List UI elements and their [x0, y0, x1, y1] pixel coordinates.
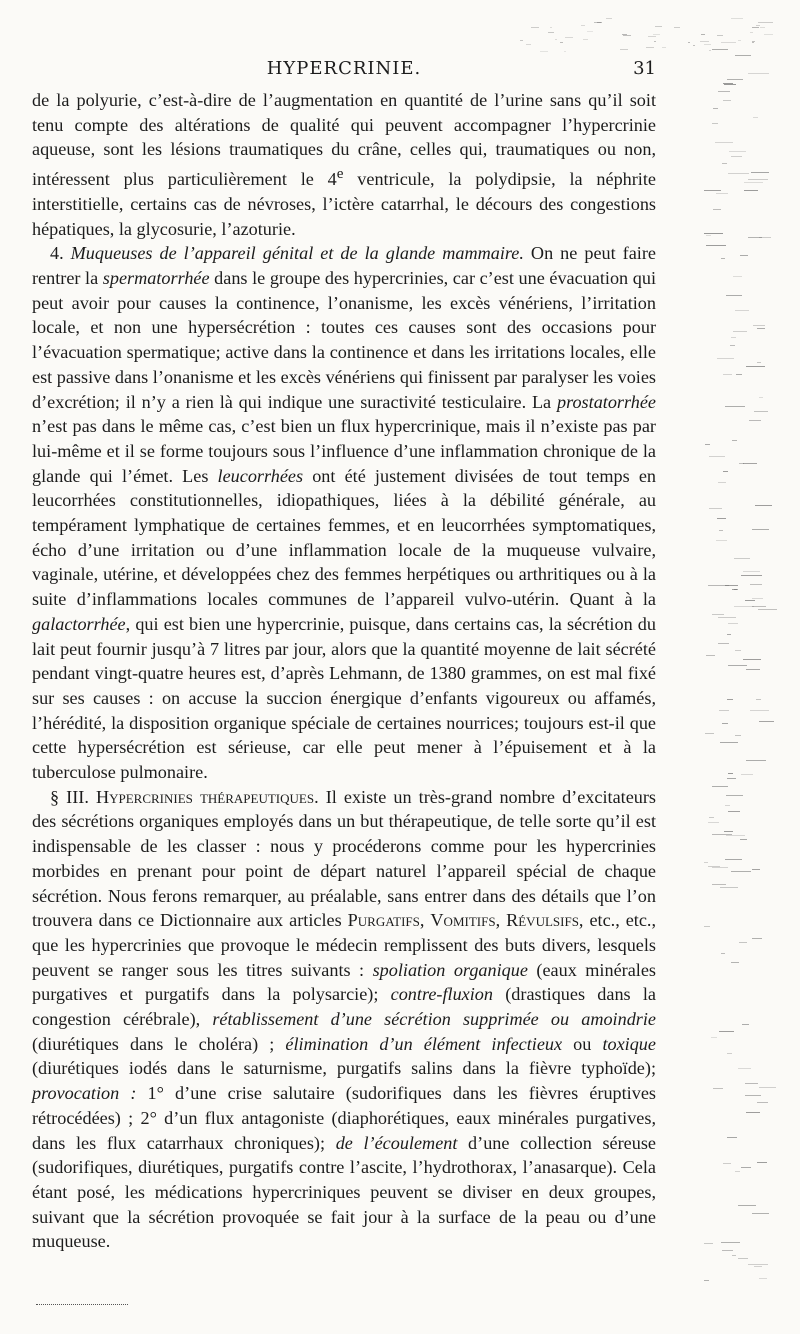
bleed-through-mark: [526, 44, 531, 45]
bleed-through-mark: [759, 1087, 776, 1088]
article-reference: Vomitifs: [430, 910, 496, 931]
bleed-through-mark: [735, 55, 751, 56]
bleed-through-mark: [725, 859, 742, 860]
text-run: ont été justement divisées de tout temps en leucorrhées constitutionnelles, idiopathiques, liées à la débilité générale, au tempérament lymphatique de certaines femmes, et en leucorrhées symptomatiques, écho d’une irritation ou d’une inflammation locale de la muqueuse vulvaire, vaginale, utérine, et développées chez des femmes herpétiques ou arthritiques ou à la suite d’inflammations locales communes de l’appareil vulvo-utérin. Quant à la: [32, 465, 657, 610]
bleed-through-mark: [712, 884, 726, 885]
bleed-through-mark: [728, 773, 733, 774]
bleed-through-mark: [717, 518, 726, 519]
bleed-through-mark: [742, 1024, 749, 1025]
bleed-through-mark: [654, 41, 656, 42]
section-title: Hypercrinies thérapeutiques.: [95, 786, 319, 807]
term-leucorrhees: leucorrhées: [217, 465, 304, 486]
page-number: 31: [633, 58, 656, 79]
bleed-through-mark: [741, 1167, 751, 1168]
bleed-through-mark: [704, 862, 708, 863]
bleed-through-mark: [744, 182, 763, 183]
bleed-through-mark: [721, 258, 725, 259]
bleed-through-mark: [757, 328, 765, 329]
bleed-through-mark: [757, 1102, 768, 1103]
bleed-through-mark: [750, 710, 769, 711]
bleed-through-mark: [620, 49, 628, 50]
section-heading: Muqueuses de l’appareil génital et de la glande mammaire.: [70, 243, 524, 264]
bleed-through-mark: [587, 31, 593, 32]
bleed-through-mark: [728, 665, 747, 666]
bleed-through-mark: [724, 84, 736, 85]
bleed-through-mark: [731, 871, 751, 872]
bleed-through-mark: [722, 1250, 733, 1251]
bleed-through-mark: [719, 1031, 734, 1032]
bleed-through-mark: [759, 1278, 767, 1279]
bleed-through-mark: [752, 938, 762, 939]
text-run: n’est pas dans le même cas, c’est bien un flux hypercrinique, mais il n’existe pas par lui-même et il se forme toujours sous l’influence d’une inflammation chronique de la glande qui l’émet. Les: [32, 416, 656, 486]
bleed-through-mark: [712, 834, 732, 835]
text-run: On ne peut faire rentrer la: [32, 243, 656, 288]
paragraph-hypercrinies-therapeutiques: [32, 785, 656, 1254]
bleed-through-mark: [713, 1088, 723, 1089]
bleed-through-mark: [728, 623, 738, 624]
bleed-through-mark: [756, 699, 761, 700]
paragraph-muqueuses: [32, 241, 656, 784]
bleed-through-margin: [704, 18, 778, 1318]
term-elimination: élimination d’un élément infectieux: [285, 1033, 563, 1054]
bleed-through-mark: [745, 1083, 758, 1084]
bleed-through-mark: [735, 1171, 740, 1172]
bleed-through-mark: [716, 193, 728, 194]
bleed-through-mark: [712, 867, 728, 868]
bleed-through-mark: [727, 79, 743, 80]
bleed-through-mark: [653, 34, 660, 35]
bleed-through-mark: [732, 1255, 736, 1256]
text-run: ,: [419, 910, 431, 931]
bleed-through-mark: [704, 233, 723, 234]
bleed-through-mark: [550, 27, 552, 28]
bleed-through-mark: [723, 374, 732, 375]
bleed-through-mark: [752, 598, 763, 599]
bleed-through-mark: [720, 742, 738, 743]
text-run: dans le groupe des hypercrinies, car c’est une évacuation qui peut avoir pour causes la continence, l’onanisme, les excès vénériens, l’irritation locale, et non une hypersécrétion : toutes ces causes sont des occasions pour l’évacuation spermatique; active dans la continence et dans les irritations locales, elle est passive dans l’onanisme et les excès vénériens qui finissent par paralyser les voies d’excrétion; il n’y a rien là qui indique une suractivité testiculaire. La: [32, 267, 656, 412]
bleed-through-mark: [606, 18, 612, 19]
bleed-through-mark: [743, 659, 761, 660]
bleed-through-mark: [725, 805, 730, 806]
bleed-through-mark: [752, 1213, 769, 1214]
bleed-through-mark: [727, 1053, 732, 1054]
bleed-through-mark: [723, 471, 728, 472]
bleed-through-mark: [709, 817, 714, 818]
section-number: 4.: [50, 243, 71, 264]
bleed-through-mark: [752, 529, 769, 530]
bleed-through-mark: [704, 190, 721, 191]
bleed-through-mark: [734, 606, 754, 607]
bleed-through-mark: [745, 1095, 761, 1096]
page-header: [32, 58, 656, 86]
bleed-through-mark: [733, 276, 742, 277]
bleed-through-mark: [713, 209, 721, 210]
term-toxique: toxique: [602, 1033, 656, 1054]
term-provocation: provocation :: [32, 1083, 137, 1104]
bleed-through-mark: [712, 123, 718, 124]
bleed-through-mark: [715, 142, 733, 143]
bleed-through-mark: [704, 926, 710, 927]
bleed-through-mark: [555, 39, 557, 40]
bleed-through-mark: [734, 558, 750, 559]
bleed-through-mark: [746, 1112, 760, 1113]
bleed-through-mark: [708, 585, 729, 586]
term-spermatorrhee: spermatorrhée: [102, 267, 210, 288]
bleed-through-mark: [725, 406, 745, 407]
bleed-through-mark: [757, 1162, 767, 1163]
bleed-through-mark: [751, 172, 769, 173]
section-marker: § III.: [50, 786, 96, 807]
bleed-through-mark: [740, 255, 748, 256]
text-run: (diurétiques iodés dans le saturnisme, purgatifs salins dans la fièvre typhoïde);: [32, 1058, 656, 1079]
bleed-through-mark: [706, 245, 726, 246]
bleed-through-mark: [749, 420, 761, 421]
bleed-through-mark: [718, 482, 726, 483]
bleed-through-mark: [738, 1205, 756, 1206]
term-contre-fluxion: contre-fluxion: [390, 984, 493, 1005]
bleed-through-mark: [719, 710, 729, 711]
bleed-through-mark: [693, 45, 695, 46]
bleed-through-mark: [722, 723, 728, 724]
bleed-through-mark: [754, 1266, 762, 1267]
bleed-through-mark: [729, 151, 746, 152]
bleed-through-mark: [708, 822, 719, 823]
text-run: d’une collection séreuse (sudorifiques, diurétiques, purgatifs contre l’ascite, l’hydrothorax, l’anasarque). Cela étant posé, les médications hypercriniques peuvent se diviser en deux groupes, suivant que la sécrétion provoquée se fait jour à la surface de la peau ou d’une muqueuse.: [32, 1132, 656, 1252]
bleed-through-mark: [746, 760, 766, 761]
bleed-through-mark: [564, 51, 566, 52]
text-run: Il existe un très-grand nombre d’excitateurs des sécrétions organiques employés dans un but thérapeutique, de telle sorte qu’il est indispensable de les classer : nous y procéderons comme pour les hypercrinies morbides en prenant pour point de départ naturel l’appareil spécial de chaque sécrétion. Nous ferons remarquer, au préalable, sans entrer dans des détails que l’on trouvera dans ce Dictionnaire aux articles: [32, 786, 656, 931]
bleed-through-mark: [594, 22, 601, 23]
bleed-through-mark: [758, 22, 773, 23]
bleed-through-mark: [622, 34, 627, 35]
bleed-through-mark: [717, 358, 734, 359]
bleed-through-mark: [743, 463, 757, 464]
bleed-through-mark: [655, 26, 662, 27]
bleed-through-mark: [721, 1242, 740, 1243]
text-run: , qui est bien une hypercrinie, puisque, dans certains cas, la sécrétion du lait peut fournir jusqu’à 7 litres par jour, alors que la quantité moyenne de lait sécrété pendant vingt-quatre heures est, d’après Lehmann, de 1380 grammes, on est mal fixé sur ses causes : on accuse la succion énergique d’enfants vigoureux ou affamés, l’hérédité, la disposition organique spéciale de certaines nourrices; toujours est-il que cette hypersécrétion est sérieuse, car elle peut mener à l’épuisement et à la tuberculose pulmonaire.: [32, 613, 656, 783]
text-run: (diurétiques dans le choléra) ;: [32, 1033, 286, 1054]
paragraph-polyurie: [32, 88, 656, 241]
bleed-through-mark: [718, 643, 729, 644]
bleed-through-mark: [750, 584, 762, 585]
bleed-through-mark: [738, 1258, 748, 1259]
bleed-through-mark: [674, 27, 680, 28]
bleed-through-mark: [753, 117, 758, 118]
bleed-through-mark: [728, 173, 749, 174]
bleed-through-mark: [717, 35, 723, 36]
bleed-through-mark: [581, 25, 585, 26]
bleed-through-mark: [733, 331, 747, 332]
bleed-through-mark: [704, 1280, 709, 1281]
bleed-through-mark: [726, 795, 743, 796]
bleed-through-mark: [726, 295, 742, 296]
bleed-through-mark: [548, 32, 554, 33]
bleed-through-mark: [720, 887, 738, 888]
bleed-through-mark: [755, 505, 772, 506]
bleed-through-mark: [706, 235, 711, 236]
bleed-through-mark: [712, 49, 728, 50]
bleed-through-mark: [688, 42, 690, 43]
bleed-through-mark: [727, 778, 736, 779]
bleed-through-mark: [705, 733, 714, 734]
bleed-through-mark: [731, 962, 739, 963]
bleed-through-mark: [726, 835, 745, 836]
bleed-through-mark: [706, 655, 715, 656]
bleed-through-mark: [740, 839, 747, 840]
bleed-through-mark: [731, 18, 743, 19]
term-retablissement: rétablissement d’une sécrétion supprimée ou amoindrie: [212, 1009, 656, 1030]
bleed-through-mark: [709, 508, 722, 509]
bleed-through-mark: [746, 669, 760, 670]
bleed-through-mark: [723, 1163, 731, 1164]
bleed-through-mark: [712, 786, 728, 787]
bleed-through-mark: [531, 27, 539, 28]
bleed-through-mark: [759, 721, 774, 722]
bleed-through-mark: [727, 634, 731, 635]
bleed-through-mark: [743, 571, 760, 572]
bleed-through-mark: [623, 35, 631, 36]
bleed-through-mark: [718, 617, 736, 618]
bleed-through-mark: [744, 190, 758, 191]
bleed-through-mark: [565, 37, 573, 38]
article-reference: Purgatifs: [347, 910, 420, 931]
footer-dotted-rule: [36, 1304, 128, 1306]
bleed-through-mark: [748, 179, 768, 180]
bleed-through-mark: [662, 47, 666, 48]
text-run: (eaux minérales purgatives et purgatifs dans la polysarcie);: [32, 959, 656, 1005]
bleed-through-mark: [753, 325, 765, 326]
bleed-through-mark: [732, 440, 737, 441]
bleed-through-mark: [709, 456, 725, 457]
bleed-through-mark: [716, 540, 727, 541]
bleed-through-mark: [583, 39, 588, 40]
running-title: HYPERCRINIE.: [266, 58, 422, 79]
bleed-through-mark: [705, 444, 710, 445]
bleed-through-mark: [540, 51, 548, 52]
text-run: 1° d’une crise salutaire (sudorifiques dans les fièvres éruptives rétrocédées) ; 2° d’un flux antagoniste (diaphorétiques, eaux minérales purgatives, dans les flux catarrhaux chroniques);: [32, 1083, 656, 1153]
bleed-through-mark: [721, 42, 736, 43]
bleed-through-mark: [748, 1264, 768, 1265]
bleed-through-mark: [748, 73, 769, 74]
bleed-through-mark: [736, 374, 742, 375]
bleed-through-mark: [735, 650, 741, 651]
bleed-through-mark: [724, 831, 733, 832]
bleed-through-mark: [731, 156, 742, 157]
bleed-through-mark: [735, 735, 741, 736]
bleed-through-mark: [711, 1037, 717, 1038]
bleed-through-mark: [722, 163, 727, 164]
bleed-through-mark: [746, 366, 765, 367]
bleed-through-mark: [704, 1243, 713, 1244]
superscript: e: [336, 165, 344, 183]
bleed-through-mark: [759, 397, 763, 398]
text-run: (drastiques dans la congestion cérébrale),: [32, 984, 656, 1030]
bleed-through-mark: [757, 362, 761, 363]
bleed-through-mark: [738, 1068, 751, 1069]
bleed-through-mark: [721, 953, 725, 954]
bleed-through-mark: [646, 47, 654, 48]
text-run: de la polyurie, c’est-à-dire de l’augmentation en quantité de l’urine sans qu’il soit tenu compte des altérations de qualité qui peuvent accompagner l’hypercrinie aqueuse, sont les lésions traumatiques du crâne, celles qui, traumatiques ou non, intéressent plus particulièrement le 4: [32, 90, 656, 190]
term-ecoulement: de l’écoulement: [335, 1132, 458, 1153]
bleed-through-mark: [718, 91, 730, 92]
term-prostatorrhee: prostatorrhée: [556, 391, 656, 412]
bleed-through-mark: [731, 337, 736, 338]
bleed-through-mark: [727, 1137, 737, 1138]
bleed-through-mark: [735, 310, 749, 311]
bleed-through-mark: [752, 606, 766, 607]
bleed-through-mark: [712, 614, 724, 615]
bleed-through-mark: [730, 345, 735, 346]
bleed-through-mark: [727, 699, 733, 700]
bleed-through-mark: [741, 774, 753, 775]
bleed-through-mark: [520, 40, 523, 41]
bleed-through-mark: [739, 942, 747, 943]
bleed-through-mark: [754, 411, 768, 412]
bleed-through-mark: [723, 83, 733, 84]
term-galactorrhee: galactorrhée: [32, 613, 126, 634]
article-reference: Révulsifs: [506, 910, 579, 931]
bleed-through-mark: [752, 869, 760, 870]
text-run: ,: [495, 910, 507, 931]
bleed-through-mark: [741, 575, 762, 576]
text-run: ventricule, la polydipsie, la néphrite interstitielle, certains cas de névroses, l’ictère catarrhal, le décours des congestions hépatiques, la glycosurie, l’azoturie.: [32, 169, 656, 239]
bleed-through-mark: [560, 42, 563, 43]
term-spoliation: spoliation organique: [372, 959, 528, 980]
bleed-through-mark: [748, 237, 762, 238]
bleed-through-mark: [734, 589, 738, 590]
bleed-through-mark: [745, 600, 755, 601]
bleed-through-mark: [648, 36, 656, 37]
bleed-through-mark: [728, 811, 740, 812]
body-text: [32, 88, 656, 1254]
text-run: ou: [562, 1033, 603, 1054]
bleed-through-mark: [758, 609, 777, 610]
bleed-through-mark: [713, 108, 718, 109]
text-run: , etc., etc., que les hypercrinies que provoque le médecin remplissent des buts divers, lesquels peuvent se ranger sous les titres suivants :: [32, 910, 657, 980]
bleed-through-mark: [719, 530, 723, 531]
bleed-through-mark: [723, 100, 731, 101]
